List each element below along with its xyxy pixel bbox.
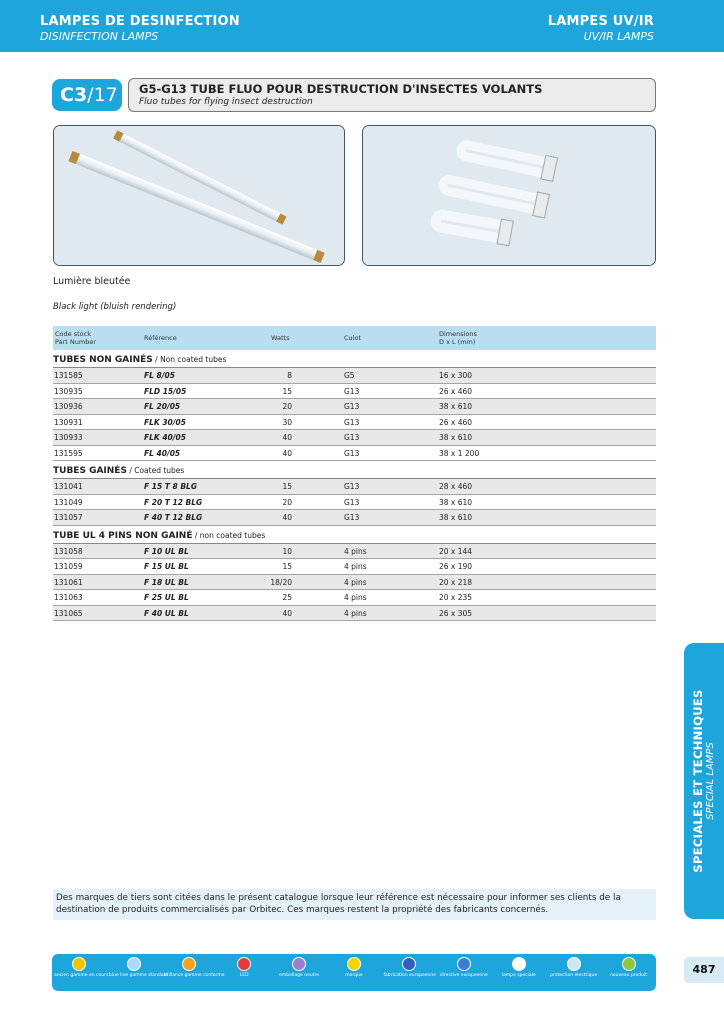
watts-cell: 20 bbox=[282, 497, 292, 507]
section-title: TUBE UL 4 PINS NON GAINÉ bbox=[53, 530, 193, 541]
part-number-cell: 131059 bbox=[54, 562, 83, 571]
side-tab-sub: SPECIAL LAMPS bbox=[705, 742, 716, 820]
culot-cell: G13 bbox=[344, 448, 360, 458]
reference-cell: FLD 15/05 bbox=[144, 386, 187, 396]
legend-label: ancien gamme en cours bbox=[54, 973, 109, 978]
legend-label: LED bbox=[239, 973, 249, 978]
culot-cell: G13 bbox=[344, 417, 360, 427]
legend-item bbox=[108, 957, 169, 978]
dimensions-cell: 16 x 300 bbox=[439, 371, 473, 380]
culot-cell: G13 bbox=[344, 402, 360, 411]
dimensions-cell: 26 x 460 bbox=[439, 417, 473, 427]
table-section-header bbox=[53, 526, 656, 544]
product-title-box bbox=[128, 78, 656, 112]
reference-cell: FL 20/05 bbox=[144, 402, 181, 411]
watts-cell: 10 bbox=[282, 546, 292, 556]
dimensions-cell: 26 x 460 bbox=[439, 386, 473, 396]
legend-label: marque bbox=[345, 973, 363, 978]
watts-cell: 40 bbox=[282, 448, 292, 458]
sun-icon bbox=[72, 957, 86, 971]
header-code-fr: Code stock bbox=[55, 330, 91, 338]
description-en: Black light (bluish rendering) bbox=[53, 302, 177, 312]
header-culot: Culot bbox=[344, 334, 361, 342]
reference-cell: F 10 UL BL bbox=[144, 546, 189, 556]
culot-cell: 4 pins bbox=[344, 608, 367, 618]
table-row bbox=[53, 384, 656, 400]
culot-cell: G13 bbox=[344, 386, 360, 396]
legend-item bbox=[274, 957, 325, 978]
side-category-tab bbox=[684, 643, 724, 919]
table-row bbox=[53, 415, 656, 431]
product-photo-straight-tubes bbox=[53, 125, 345, 266]
table-row bbox=[53, 399, 656, 415]
table-row bbox=[53, 495, 656, 511]
legend-item bbox=[163, 957, 225, 978]
header-reference: Référence bbox=[144, 334, 177, 342]
part-number-cell: 130935 bbox=[54, 386, 83, 396]
legend-item bbox=[329, 957, 380, 978]
legend-item bbox=[548, 957, 599, 978]
watts-cell: 15 bbox=[282, 562, 292, 571]
dimensions-cell: 20 x 235 bbox=[439, 593, 473, 602]
reference-cell: FLK 30/05 bbox=[144, 417, 186, 427]
part-number-cell: 131058 bbox=[54, 546, 83, 556]
legend-item bbox=[438, 957, 489, 978]
new-icon bbox=[622, 957, 636, 971]
eu-icon bbox=[402, 957, 416, 971]
part-number-cell: 131065 bbox=[54, 608, 83, 618]
culot-cell: 4 pins bbox=[344, 577, 367, 587]
part-number-cell: 131063 bbox=[54, 593, 83, 602]
section-title: TUBES NON GAINÉS bbox=[53, 355, 153, 365]
table-row bbox=[53, 606, 656, 622]
tag-icon bbox=[347, 957, 361, 971]
reference-cell: F 15 UL BL bbox=[144, 562, 189, 571]
legend-label: lampe speciale bbox=[501, 973, 536, 978]
legend-item bbox=[383, 957, 437, 978]
watts-cell: 20 bbox=[282, 402, 292, 411]
part-number-cell: 131585 bbox=[54, 371, 83, 380]
reference-cell: F 18 UL BL bbox=[144, 577, 189, 587]
watts-cell: 15 bbox=[282, 482, 292, 491]
table-row bbox=[53, 510, 656, 526]
code-suffix: /17 bbox=[87, 84, 118, 106]
part-number-cell: 131041 bbox=[54, 482, 83, 491]
legend-item bbox=[54, 957, 109, 978]
dimensions-cell: 38 x 610 bbox=[439, 433, 473, 442]
table-section-header bbox=[53, 461, 656, 479]
table-row bbox=[53, 544, 656, 560]
lamp-icon bbox=[512, 957, 526, 971]
reference-cell: FL 8/05 bbox=[144, 371, 175, 380]
category-subtitle: DISINFECTION LAMPS bbox=[40, 30, 159, 43]
dimensions-cell: 38 x 610 bbox=[439, 497, 473, 507]
product-table bbox=[53, 326, 656, 621]
box-icon bbox=[292, 957, 306, 971]
code-prefix: C3 bbox=[60, 84, 88, 106]
header-dimensions bbox=[439, 330, 477, 346]
led-icon bbox=[237, 957, 251, 971]
reference-cell: F 40 UL BL bbox=[144, 608, 189, 618]
legend-label: protection electrique bbox=[550, 973, 598, 978]
table-row bbox=[53, 559, 656, 575]
circle-icon bbox=[127, 957, 141, 971]
table-header bbox=[53, 326, 656, 350]
legend-item bbox=[493, 957, 544, 978]
description-fr: Lumière bleutée bbox=[53, 276, 131, 287]
trademark-disclaimer: Des marques de tiers sont citées dans le présent catalogue lorsque leur référence est nécessaire pour informer ses clients de la destination de produits commercialisés par Orbitec. Ces marques restent la propriété des fabricants concernés. bbox=[53, 889, 656, 920]
reference-cell: F 25 UL BL bbox=[144, 593, 189, 602]
reference-cell: F 20 T 12 BLG bbox=[144, 497, 203, 507]
part-number-cell: 130933 bbox=[54, 433, 83, 442]
header-dim-fr: Dimensions bbox=[439, 330, 477, 338]
dimensions-cell: 38 x 1 200 bbox=[439, 448, 480, 458]
watts-cell: 8 bbox=[287, 371, 292, 380]
section-subtitle: / non coated tubes bbox=[192, 530, 266, 540]
product-subtitle: Fluo tubes for flying insect destruction bbox=[139, 97, 313, 107]
product-photo-u-tubes bbox=[362, 125, 656, 266]
category-title: LAMPES DE DESINFECTION bbox=[40, 14, 240, 29]
header-bar bbox=[0, 0, 724, 52]
page-number: 487 bbox=[684, 957, 724, 983]
section-subtitle: / Non coated tubes bbox=[152, 355, 227, 364]
legend-label: fabrication europeenne bbox=[383, 973, 437, 978]
culot-cell: G13 bbox=[344, 433, 360, 442]
section-title: LAMPES UV/IR bbox=[547, 14, 654, 29]
watts-cell: 25 bbox=[282, 593, 292, 602]
reference-cell: FL 40/05 bbox=[144, 448, 181, 458]
ce-icon bbox=[457, 957, 471, 971]
part-number-cell: 130936 bbox=[54, 402, 83, 411]
dimensions-cell: 38 x 610 bbox=[439, 402, 473, 411]
side-tab-main: SPECIALES ET TECHNIQUES bbox=[691, 689, 705, 873]
table-row bbox=[53, 368, 656, 384]
legend-item bbox=[603, 957, 654, 978]
culot-cell: G13 bbox=[344, 513, 360, 522]
reference-cell: F 15 T 8 BLG bbox=[144, 482, 197, 491]
culot-cell: 4 pins bbox=[344, 593, 367, 602]
header-watts: Watts bbox=[271, 334, 290, 342]
dimensions-cell: 26 x 305 bbox=[439, 608, 473, 618]
table-row bbox=[53, 575, 656, 591]
legend-label: nouveau produit bbox=[610, 973, 648, 978]
part-number-cell: 130931 bbox=[54, 417, 83, 427]
product-code-badge bbox=[52, 79, 122, 111]
culot-cell: G13 bbox=[344, 497, 360, 507]
legend-item bbox=[219, 957, 270, 978]
header-right bbox=[548, 14, 654, 43]
star-icon bbox=[182, 957, 196, 971]
side-tab-text bbox=[691, 689, 717, 872]
product-title: G5-G13 TUBE FLUO POUR DESTRUCTION D'INSECTES VOLANTS bbox=[139, 82, 543, 96]
table-row bbox=[53, 446, 656, 462]
legend-label: emballage neutre bbox=[279, 973, 319, 978]
part-number-cell: 131061 bbox=[54, 577, 83, 587]
header-code bbox=[55, 330, 96, 346]
part-number-cell: 131595 bbox=[54, 448, 83, 458]
table-section-header bbox=[53, 350, 656, 368]
culot-cell: 4 pins bbox=[344, 546, 367, 556]
culot-cell: 4 pins bbox=[344, 562, 367, 571]
header-left bbox=[40, 14, 240, 43]
watts-cell: 40 bbox=[282, 513, 292, 522]
part-number-cell: 131057 bbox=[54, 513, 83, 522]
legend-label: blue line gamme standard bbox=[108, 973, 169, 978]
dimensions-cell: 20 x 218 bbox=[439, 577, 473, 587]
table-row bbox=[53, 590, 656, 606]
header-dim-en: D x L (mm) bbox=[439, 338, 476, 346]
legend-bar bbox=[52, 954, 656, 991]
dimensions-cell: 38 x 610 bbox=[439, 513, 473, 522]
part-number-cell: 131049 bbox=[54, 497, 83, 507]
dimensions-cell: 20 x 144 bbox=[439, 546, 473, 556]
watts-cell: 40 bbox=[282, 608, 292, 618]
culot-cell: G13 bbox=[344, 482, 360, 491]
culot-cell: G5 bbox=[344, 371, 355, 380]
table-row bbox=[53, 430, 656, 446]
legend-label: directive europeenne bbox=[439, 973, 488, 978]
dimensions-cell: 26 x 190 bbox=[439, 562, 473, 571]
dimensions-cell: 28 x 460 bbox=[439, 482, 473, 491]
section-subtitle: / Coated tubes bbox=[126, 466, 185, 475]
header-code-en: Part Number bbox=[55, 338, 97, 346]
watts-cell: 15 bbox=[282, 386, 292, 396]
legend-label: brillance gamme conforme bbox=[163, 973, 225, 978]
shield-icon bbox=[567, 957, 581, 971]
reference-cell: F 40 T 12 BLG bbox=[144, 513, 203, 522]
watts-cell: 40 bbox=[282, 433, 292, 442]
section-title: TUBES GAINÉS bbox=[53, 466, 127, 476]
table-body bbox=[53, 350, 656, 621]
section-subtitle: UV/IR LAMPS bbox=[583, 30, 654, 43]
reference-cell: FLK 40/05 bbox=[144, 433, 186, 442]
table-row bbox=[53, 479, 656, 495]
watts-cell: 18/20 bbox=[270, 577, 292, 587]
watts-cell: 30 bbox=[282, 417, 292, 427]
